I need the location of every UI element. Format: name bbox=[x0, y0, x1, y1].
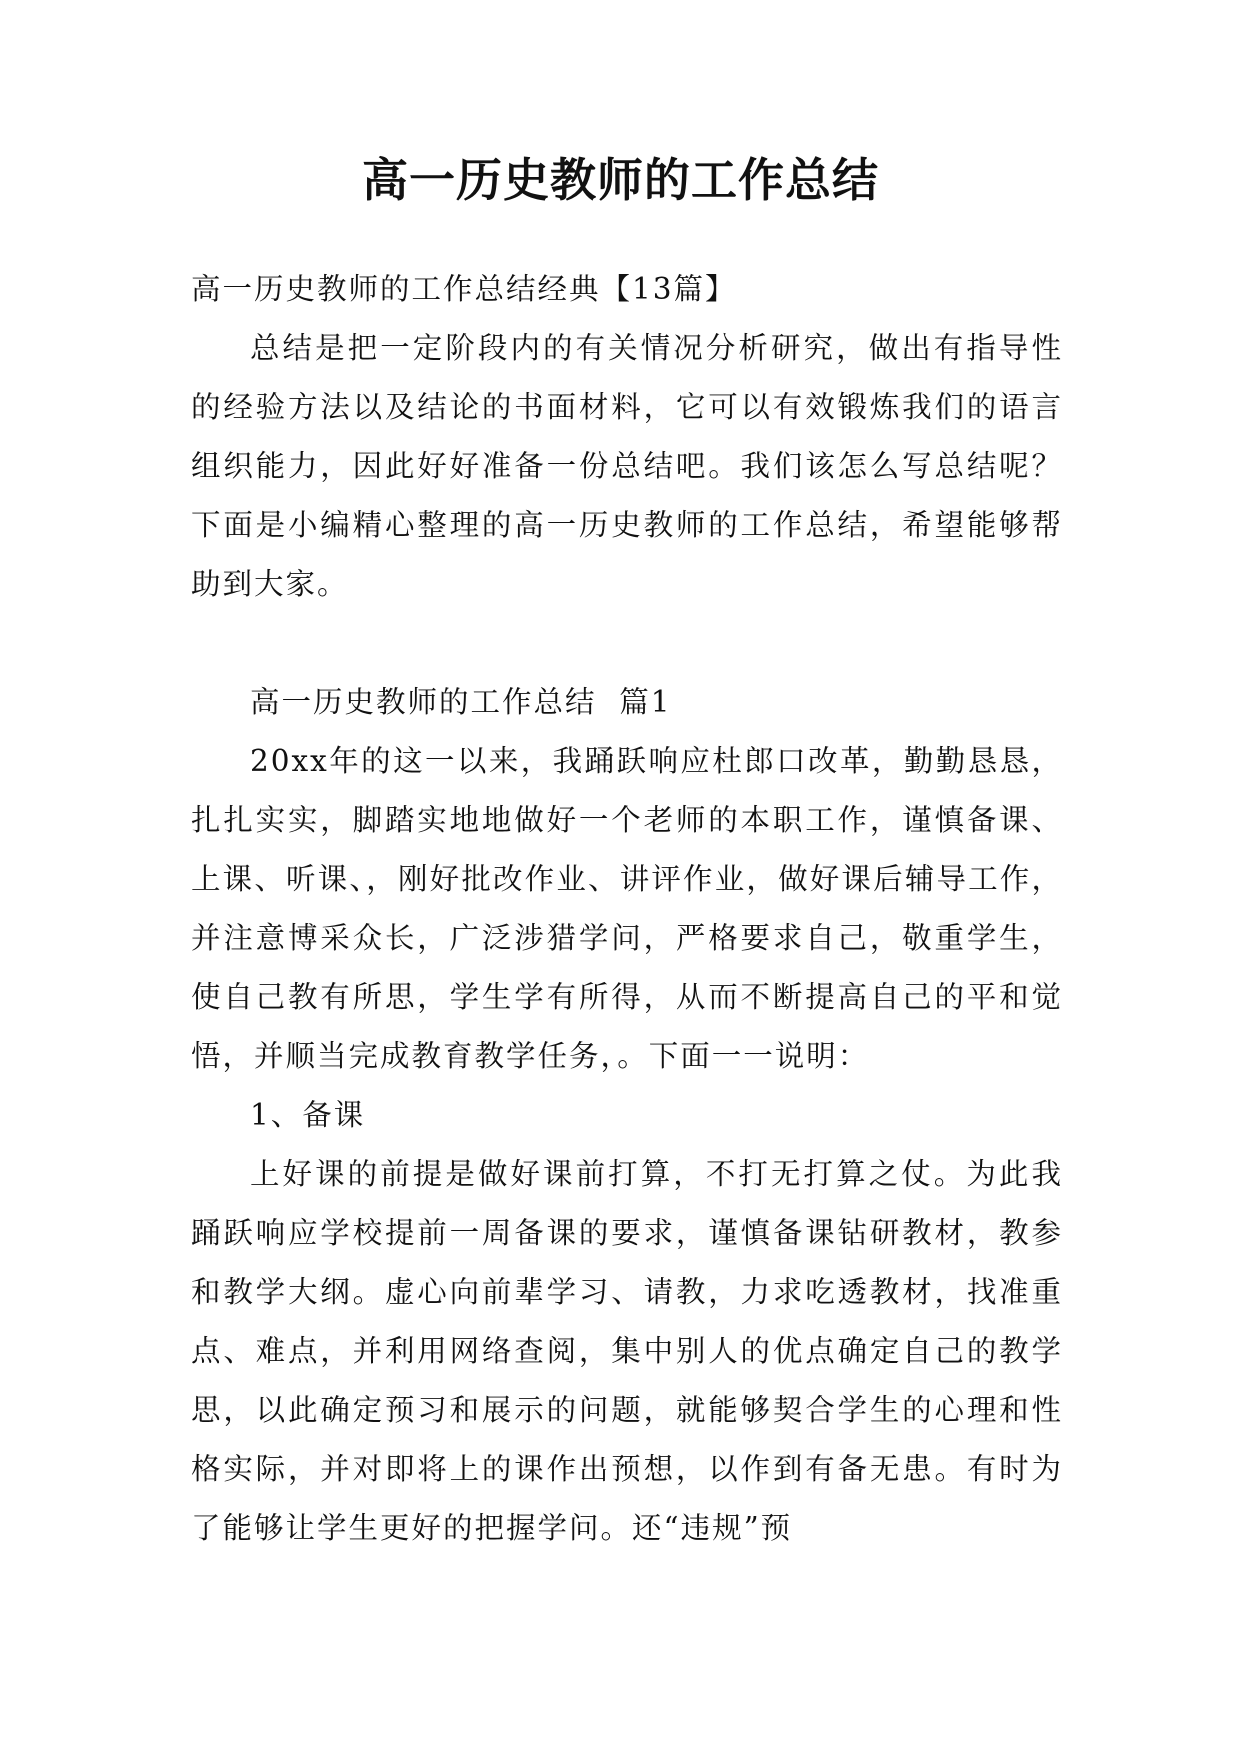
document-subtitle: 高一历史教师的工作总结经典【13篇】 bbox=[191, 272, 737, 306]
intro-paragraph: 总结是把一定阶段内的有关情况分析研究，做出有指导性的经验方法以及结论的书面材料，它可以有效锻炼我们的语言组织能力，因此好好准备一份总结吧。我们该怎么写总结呢？下面是小编精心整理的高一历史教师的工作总结，希望能够帮助到大家。 bbox=[191, 331, 1063, 601]
section-paragraph: 20xx年的这一以来，我踊跃响应杜郎口改革，勤勤恳恳，扎扎实实，脚踏实地地做好一个老师的本职工作，谨慎备课、上课、听课、，刚好批改作业、讲评作业，做好课后辅导工作，并注意博采众长，广泛涉猎学问，严格要求自己，敬重学生，使自己教有所思，学生学有所得，从而不断提高自己的平和觉悟，并顺当完成教育教学任务，。下面一一说明： bbox=[191, 744, 1063, 1073]
section-spacer bbox=[191, 614, 1063, 673]
document-title: 高一历史教师的工作总结 bbox=[362, 153, 879, 207]
section-heading: 高一历史教师的工作总结 篇1 bbox=[250, 685, 672, 719]
document-body bbox=[191, 260, 1063, 1558]
item-paragraph: 上好课的前提是做好课前打算，不打无打算之仗。为此我踊跃响应学校提前一周备课的要求，谨慎备课钻研教材，教参和教学大纲。虚心向前辈学习、请教，力求吃透教材，找准重点、难点，并利用网络查阅，集中别人的优点确定自己的教学思，以此确定预习和展示的问题，就能够契合学生的心理和性格实际，并对即将上的课作出预想，以作到有备无患。有时为了能够让学生更好的把握学问。还“违规”预 bbox=[191, 1157, 1063, 1545]
item-heading: 1、备课 bbox=[250, 1098, 366, 1132]
